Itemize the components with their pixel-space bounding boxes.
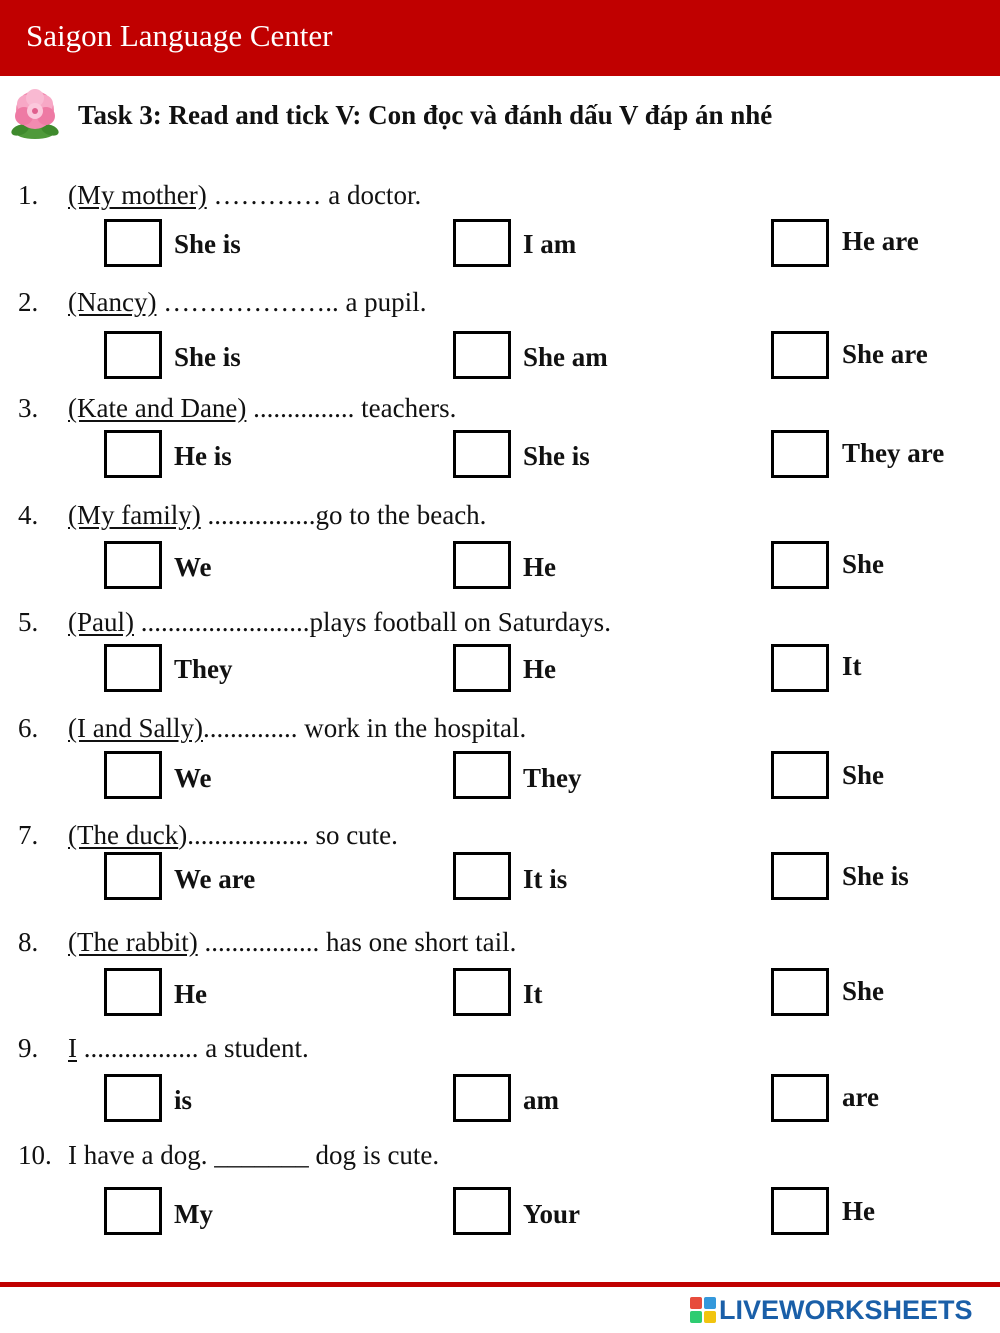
tick-box[interactable] <box>104 751 162 799</box>
question-text <box>68 1033 309 1064</box>
option-label: We <box>174 552 212 582</box>
footer-divider <box>0 1282 1000 1287</box>
question-number: 6. <box>18 713 39 743</box>
question-text <box>68 607 611 638</box>
header-bar <box>0 0 1000 76</box>
question-subject: (My family) <box>68 500 201 530</box>
question-blank-text: ………… a doctor. <box>206 180 422 210</box>
tick-box[interactable] <box>771 541 829 589</box>
option-label: She is <box>174 342 241 372</box>
tick-box[interactable] <box>104 331 162 379</box>
option-label: They are <box>842 438 945 468</box>
question-subject: (Paul) <box>68 607 134 637</box>
tick-box[interactable] <box>104 852 162 900</box>
question-number: 7. <box>18 820 39 850</box>
question-blank-text: .........................plays football on Saturdays. <box>133 607 611 637</box>
tick-box[interactable] <box>104 644 162 692</box>
question-blank-text: ................. has one short tail. <box>197 927 517 957</box>
tick-box[interactable] <box>453 1187 511 1235</box>
tick-box[interactable] <box>771 331 829 379</box>
option-label: He <box>523 654 556 684</box>
question-number: 8. <box>18 927 39 957</box>
question-text <box>68 927 516 958</box>
tick-box[interactable] <box>771 751 829 799</box>
tick-box[interactable] <box>104 968 162 1016</box>
option-label: I am <box>523 229 577 259</box>
question-text <box>68 713 526 744</box>
tick-box[interactable] <box>453 541 511 589</box>
option-label: He <box>174 979 207 1009</box>
question-blank-text: ).................. so cute. <box>178 820 398 850</box>
tick-box[interactable] <box>771 644 829 692</box>
question-number: 3. <box>18 393 39 423</box>
question-subject: (The duck <box>68 820 179 850</box>
question-blank-text: ................go to the beach. <box>200 500 487 530</box>
option-label: We are <box>174 864 256 894</box>
tick-box[interactable] <box>771 219 829 267</box>
question-blank-text: ................. a student. <box>77 1033 309 1063</box>
option-label: She <box>842 760 885 790</box>
liveworksheets-logo-icon <box>690 1297 716 1323</box>
option-label: He <box>842 1196 875 1226</box>
option-label: She are <box>842 339 928 369</box>
tick-box[interactable] <box>453 852 511 900</box>
tick-box[interactable] <box>453 219 511 267</box>
option-label: It <box>523 979 543 1009</box>
tick-box[interactable] <box>771 1074 829 1122</box>
question-blank-text: I have a dog. _______ dog is cute. <box>68 1140 440 1170</box>
option-label: She is <box>842 861 909 891</box>
question-text <box>68 1140 439 1171</box>
option-label: It <box>842 651 862 681</box>
question-subject: (Nancy) <box>68 287 157 317</box>
question-number: 10. <box>18 1140 52 1170</box>
option-label: He is <box>174 441 232 471</box>
option-label: are <box>842 1082 879 1112</box>
question-number: 4. <box>18 500 39 530</box>
question-text <box>68 500 486 531</box>
tick-box[interactable] <box>104 219 162 267</box>
tick-box[interactable] <box>453 331 511 379</box>
option-label: She <box>842 549 885 579</box>
question-subject: (My mother) <box>68 180 207 210</box>
question-number: 2. <box>18 287 39 317</box>
question-number: 9. <box>18 1033 39 1063</box>
brand-logo <box>690 1292 973 1328</box>
question-subject: (The rabbit) <box>68 927 198 957</box>
option-label: It is <box>523 864 568 894</box>
option-label: They <box>523 763 582 793</box>
question-subject: (Kate and Dane) <box>68 393 247 423</box>
option-label: am <box>523 1085 559 1115</box>
tick-box[interactable] <box>771 968 829 1016</box>
question-number: 1. <box>18 180 39 210</box>
tick-box[interactable] <box>453 430 511 478</box>
option-label: She is <box>523 441 590 471</box>
question-subject: (I and Sally) <box>68 713 203 743</box>
option-label: She am <box>523 342 608 372</box>
option-label: My <box>174 1199 213 1229</box>
option-label: He are <box>842 226 919 256</box>
option-label: She is <box>174 229 241 259</box>
tick-box[interactable] <box>453 1074 511 1122</box>
tick-box[interactable] <box>453 751 511 799</box>
question-subject: I <box>68 1033 77 1063</box>
tick-box[interactable] <box>104 541 162 589</box>
tick-box[interactable] <box>771 852 829 900</box>
option-label: Your <box>523 1199 581 1229</box>
question-text <box>68 393 456 424</box>
tick-box[interactable] <box>771 430 829 478</box>
question-text <box>68 180 421 211</box>
tick-box[interactable] <box>453 644 511 692</box>
tick-box[interactable] <box>771 1187 829 1235</box>
brand-name: LIVEWORKSHEETS <box>719 1294 973 1325</box>
tick-box[interactable] <box>104 430 162 478</box>
question-blank-text: ……………….. a pupil. <box>156 287 427 317</box>
option-label: He <box>523 552 556 582</box>
question-blank-text: ............... teachers. <box>246 393 457 423</box>
task-instruction: Task 3: Read and tick V: Con đọc và đánh dấu V đáp án nhé <box>78 100 773 130</box>
option-label: She <box>842 976 885 1006</box>
tick-box[interactable] <box>453 968 511 1016</box>
tick-box[interactable] <box>104 1074 162 1122</box>
question-text <box>68 287 426 318</box>
question-number: 5. <box>18 607 39 637</box>
flower-icon <box>6 86 64 142</box>
option-label: is <box>174 1085 193 1115</box>
question-text <box>68 820 398 851</box>
question-blank-text: .............. work in the hospital. <box>202 713 527 743</box>
option-label: They <box>174 654 233 684</box>
center-name: Saigon Language Center <box>26 18 333 53</box>
tick-box[interactable] <box>104 1187 162 1235</box>
option-label: We <box>174 763 212 793</box>
